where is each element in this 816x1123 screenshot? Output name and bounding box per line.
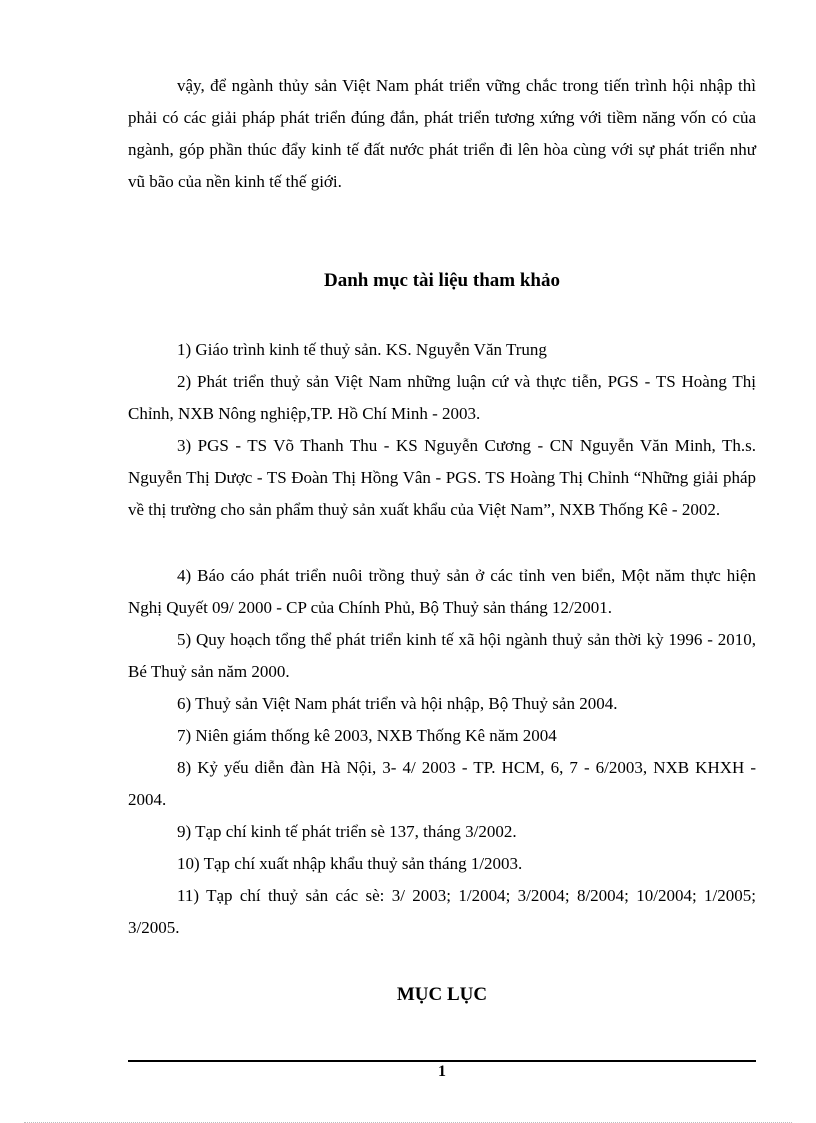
reference-item-4: 4) Báo cáo phát triển nuôi trồng thuỷ sản ở các tỉnh ven biển, Một năm thực hiện Nghị Quyết 09/ 2000 - CP của Chính Phủ, Bộ Thuỷ sản tháng 12/2001. [128, 566, 756, 617]
reference-item-5: 5) Quy hoạch tổng thể phát triển kinh tế xã hội ngành thuỷ sản thời kỳ 1996 - 2010, Bé Thuỷ sản năm 2000. [128, 630, 756, 681]
toc-heading: MỤC LỤC [396, 984, 488, 1005]
reference-item-1: 1) Giáo trình kinh tế thuỷ sản. KS. Nguyễn Văn Trung [177, 340, 547, 359]
reference-item-10: 10) Tạp chí xuất nhập khẩu thuỷ sản tháng 1/2003. [177, 854, 523, 873]
reference-item-11: 11) Tạp chí thuỷ sản các sè: 3/ 2003; 1/2004; 3/2004; 8/2004; 10/2004; 1/2005; 3/2005. [128, 886, 756, 937]
intro-paragraph: vậy, để ngành thủy sản Việt Nam phát triển vững chắc trong tiến trình hội nhập thì phải có các giải pháp phát triển đúng đắn, phát triển tương xứng với tiềm năng vốn có của ngành, góp phần thúc đẩy kinh tế đất nước phát triển đi lên hòa cùng với sự phát triển như vũ bão của nền kinh tế thế giới. [128, 76, 756, 191]
reference-item-2: 2) Phát triển thuỷ sản Việt Nam những luận cứ và thực tiễn, PGS - TS Hoàng Thị Chỉnh, NXB Nông nghiệp,TP. Hồ Chí Minh - 2003. [128, 372, 756, 423]
page-number: 1 [438, 1063, 446, 1080]
footer-rule [128, 1060, 756, 1062]
reference-item-3: 3) PGS - TS Võ Thanh Thu - KS Nguyễn Cương - CN Nguyễn Văn Minh, Th.s. Nguyễn Thị Dược - TS Đoàn Thị Hồng Vân - PGS. TS Hoàng Thị Chỉnh “Những giải pháp về thị trường cho sản phẩm thuỷ sản xuất khẩu của Việt Nam”, NXB Thống Kê - 2002. [128, 436, 756, 519]
references-heading: Danh mục tài liệu tham khảo [324, 270, 560, 291]
reference-item-6: 6) Thuỷ sản Việt Nam phát triển và hội nhập, Bộ Thuỷ sản 2004. [177, 694, 618, 713]
reference-item-9: 9) Tạp chí kinh tế phát triển sè 137, tháng 3/2002. [177, 822, 517, 841]
reference-item-8: 8) Kỷ yếu diễn đàn Hà Nội, 3- 4/ 2003 - TP. HCM, 6, 7 - 6/2003, NXB KHXH - 2004. [128, 758, 756, 809]
reference-item-7: 7) Niên giám thống kê 2003, NXB Thống Kê năm 2004 [177, 726, 557, 745]
